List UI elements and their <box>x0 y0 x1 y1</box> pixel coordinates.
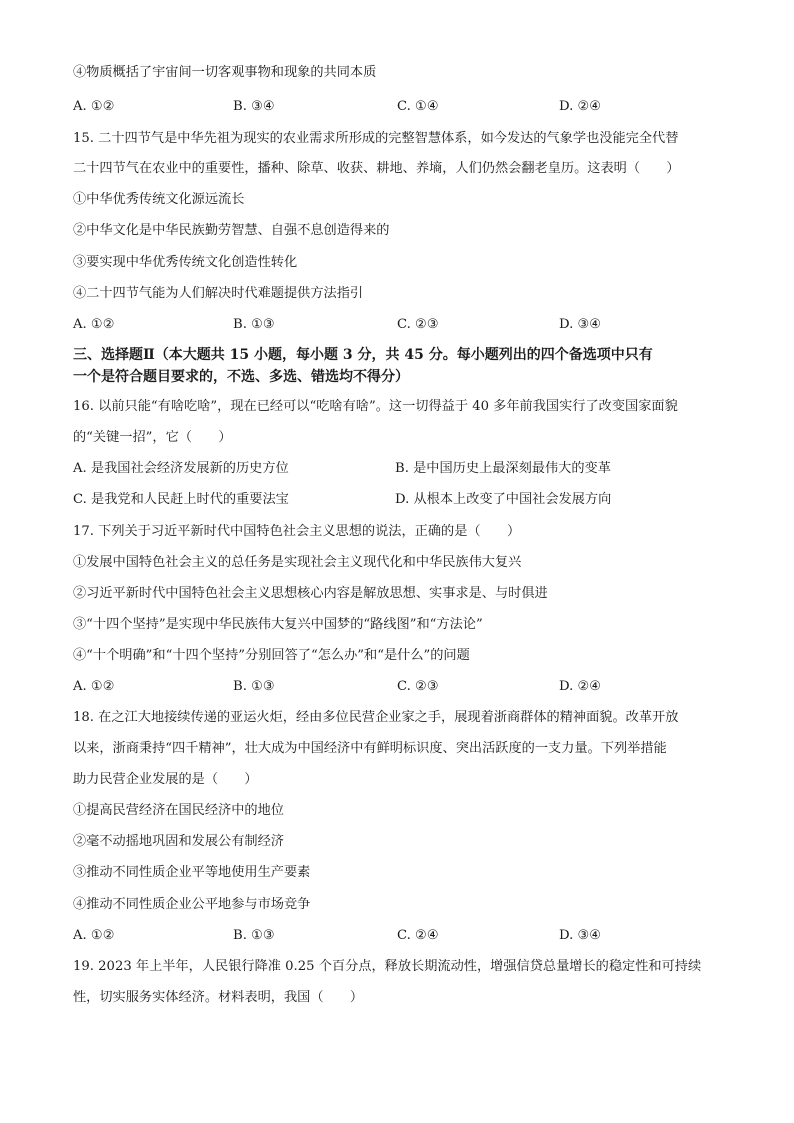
q16-options-row-2 <box>73 491 723 509</box>
q19-stem-line-2: 性，切实服务实体经济。材料表明，我国（ ） <box>73 990 364 1005</box>
q15-options <box>73 316 723 334</box>
q15-item-2: ②中华文化是中华民族勤劳智慧、自强不息创造得来的 <box>73 223 390 238</box>
section-3-heading-line-1: 三、选择题Ⅱ（本大题共 15 小题，每小题 3 分，共 45 分。每小题列出的四个备选项中只有 <box>73 347 653 363</box>
q14-option-c[interactable]: C. ①④ <box>397 99 439 114</box>
q17-option-b[interactable]: B. ①③ <box>233 679 275 694</box>
q18-options <box>73 927 723 945</box>
q16-option-b[interactable]: B. 是中国历史上最深刻最伟大的变革 <box>395 461 611 476</box>
q18-option-b[interactable]: B. ①③ <box>233 928 275 943</box>
q16-option-c[interactable]: C. 是我党和人民赶上时代的重要法宝 <box>73 492 289 507</box>
q16-option-d[interactable]: D. 从根本上改变了中国社会发展方向 <box>395 492 612 507</box>
q15-item-4: ④二十四节气能为人们解决时代难题提供方法指引 <box>73 286 364 301</box>
q15-stem-line-2: 二十四节气在农业中的重要性，播种、除草、收获、耕地、养墒，人们仍然会翻老皇历。这表明（ ） <box>73 161 680 176</box>
q16-option-a[interactable]: A. 是我国社会经济发展新的历史方位 <box>73 461 289 476</box>
q17-option-c[interactable]: C. ②③ <box>397 679 439 694</box>
q18-option-d[interactable]: D. ③④ <box>559 928 602 943</box>
q18-stem-line-1: 18. 在之江大地接续传递的亚运火炬，经由多位民营企业家之手，展现着浙商群体的精神面貌。改革开放 <box>73 710 679 725</box>
q15-item-1: ①中华优秀传统文化源远流长 <box>73 192 245 207</box>
q17-option-a[interactable]: A. ①② <box>73 679 115 694</box>
q17-option-d[interactable]: D. ②④ <box>559 679 602 694</box>
q19-stem-line-1: 19. 2023 年上半年，人民银行降准 0.25 个百分点，释放长期流动性，增强信贷总量增长的稳定性和可持续 <box>73 959 702 974</box>
q18-stem-line-3: 助力民营企业发展的是（ ） <box>73 772 258 787</box>
q17-item-1: ①发展中国特色社会主义的总任务是实现社会主义现代化和中华民族伟大复兴 <box>73 555 522 570</box>
q15-option-b[interactable]: B. ①③ <box>233 317 275 332</box>
section-3-heading-line-2: 一个是符合题目要求的，不选、多选、错选均不得分） <box>73 369 409 385</box>
q14-option-a[interactable]: A. ①② <box>73 99 115 114</box>
q15-option-a[interactable]: A. ①② <box>73 317 115 332</box>
q18-item-1: ①提高民营经济在国民经济中的地位 <box>73 803 284 818</box>
q18-stem-line-2: 以来，浙商秉持“四千精神”，壮大成为中国经济中有鲜明标识度、突出活跃度的一支力量。下列举措能 <box>73 741 667 756</box>
q14-options <box>73 98 723 116</box>
q14-option-b[interactable]: B. ③④ <box>233 99 275 114</box>
q14-option-d[interactable]: D. ②④ <box>559 99 602 114</box>
q16-stem-line-2: 的“关键一招”，它（ ） <box>73 430 232 445</box>
q15-option-c[interactable]: C. ②③ <box>397 317 439 332</box>
q17-item-4: ④“十个明确”和“十四个坚持”分别回答了“怎么办”和“是什么”的问题 <box>73 648 470 663</box>
q17-stem: 17. 下列关于习近平新时代中国特色社会主义思想的说法，正确的是（ ） <box>73 524 521 539</box>
q18-item-4: ④推动不同性质企业公平地参与市场竞争 <box>73 897 311 912</box>
q15-stem-line-1: 15. 二十四节气是中华先祖为现实的农业需求所形成的完整智慧体系，如今发达的气象学也没能完全代替 <box>73 131 679 146</box>
q18-option-a[interactable]: A. ①② <box>73 928 115 943</box>
q17-options <box>73 678 723 696</box>
q18-option-c[interactable]: C. ②④ <box>397 928 439 943</box>
q18-item-2: ②毫不动摇地巩固和发展公有制经济 <box>73 834 284 849</box>
q16-stem-line-1: 16. 以前只能“有啥吃啥”，现在已经可以“吃啥有啥”。这一切得益于 40 多年前我国实行了改变国家面貌 <box>73 399 678 414</box>
q16-options-row-1 <box>73 460 723 478</box>
q15-option-d[interactable]: D. ③④ <box>559 317 602 332</box>
q17-item-3: ③“十四个坚持”是实现中华民族伟大复兴中国梦的“路线图”和“方法论” <box>73 617 483 632</box>
q15-item-3: ③要实现中华优秀传统文化创造性转化 <box>73 255 298 270</box>
q14-item-4: ④物质概括了宇宙间一切客观事物和现象的共同本质 <box>73 65 377 80</box>
q17-item-2: ②习近平新时代中国特色社会主义思想核心内容是解放思想、实事求是、与时俱进 <box>73 586 548 601</box>
q18-item-3: ③推动不同性质企业平等地使用生产要素 <box>73 865 311 880</box>
